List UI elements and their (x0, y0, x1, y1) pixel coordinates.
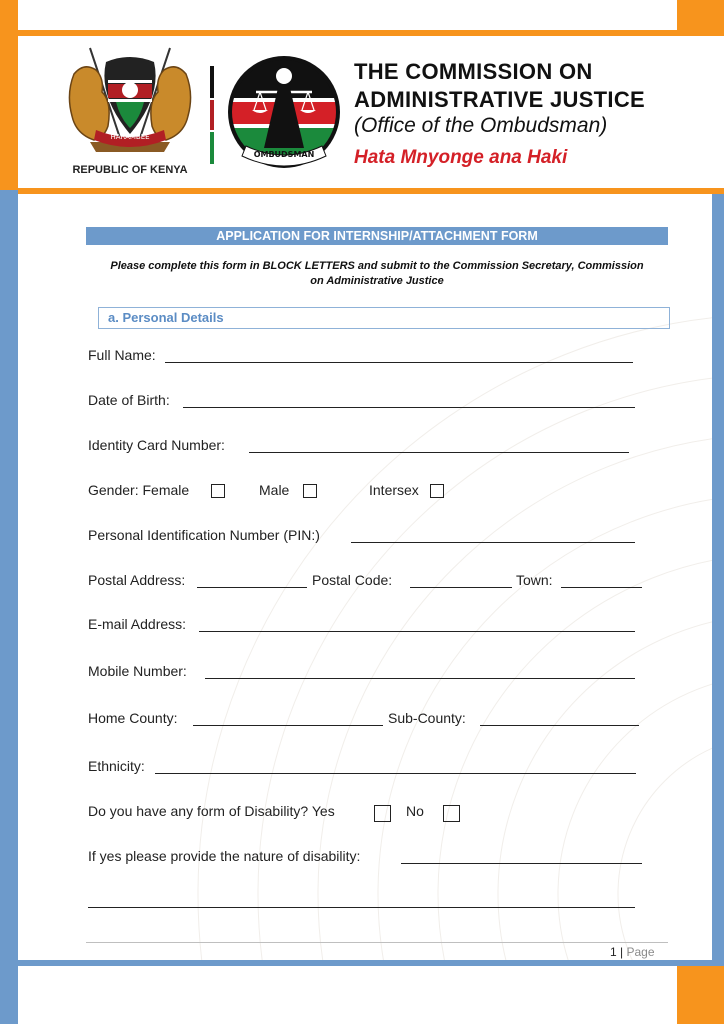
org-subtitle: (Office of the Ombudsman) (354, 114, 608, 137)
frame-blue-left (0, 190, 18, 960)
section-heading-personal-details: a. Personal Details (108, 310, 224, 325)
pin-label: Personal Identification Number (PIN:) (88, 527, 320, 543)
id-number-field[interactable] (249, 452, 629, 453)
gender-female-checkbox[interactable] (211, 484, 225, 498)
mobile-field[interactable] (205, 678, 635, 679)
logo-ribbon-text: OMBUDSMAN (253, 150, 315, 159)
date-of-birth-field[interactable] (183, 407, 635, 408)
date-of-birth-label: Date of Birth: (88, 392, 170, 408)
mobile-label: Mobile Number: (88, 663, 187, 679)
town-label: Town: (516, 572, 553, 588)
sub-county-field[interactable] (480, 725, 639, 726)
town-field[interactable] (561, 587, 642, 588)
postal-address-field[interactable] (197, 587, 307, 588)
logo-ribbon-label (226, 54, 342, 170)
coat-of-arms-motto: HARAMBEE (110, 133, 150, 141)
disability-no-label: No (406, 803, 424, 819)
gender-intersex-label: Intersex (369, 482, 419, 498)
header-separator-green (210, 132, 214, 164)
gender-female-label: Gender: Female (88, 482, 190, 498)
form-title-banner: APPLICATION FOR INTERNSHIP/ATTACHMENT FORM (86, 227, 668, 245)
disability-nature-continuation-field[interactable] (88, 907, 635, 908)
postal-code-field[interactable] (410, 587, 512, 588)
org-motto: Hata Mnyonge ana Haki (354, 147, 568, 168)
frame-blue-bottom-bar (0, 960, 724, 966)
frame-orange-bottom-right (677, 966, 724, 1024)
home-county-label: Home County: (88, 710, 178, 726)
home-county-field[interactable] (193, 725, 383, 726)
frame-orange-top-right (677, 0, 724, 32)
disability-yes-checkbox[interactable] (374, 805, 391, 822)
gender-intersex-checkbox[interactable] (430, 484, 444, 498)
disability-nature-label: If yes please provide the nature of disability: (88, 848, 361, 864)
full-name-label: Full Name: (88, 347, 156, 363)
frame-orange-left (0, 0, 18, 190)
org-title-line2: ADMINISTRATIVE JUSTICE (354, 87, 645, 112)
ethnicity-field[interactable] (155, 773, 636, 774)
frame-orange-top-bar (0, 30, 724, 36)
instructions-line2: on Administrative Justice (310, 275, 444, 287)
org-title (354, 58, 645, 114)
gender-male-label: Male (259, 482, 290, 498)
coat-of-arms-caption: REPUBLIC OF KENYA (72, 164, 188, 176)
email-label: E-mail Address: (88, 616, 187, 632)
disability-nature-field[interactable] (401, 863, 642, 864)
page-number-separator: | (616, 945, 627, 959)
instructions-line1: Please complete this form in BLOCK LETTERS and submit to the Commission Secretary, Commission (110, 260, 644, 272)
form-instructions (86, 259, 668, 289)
email-field[interactable] (199, 631, 635, 632)
postal-code-label: Postal Code: (312, 572, 393, 588)
kenya-coat-of-arms-icon (60, 44, 200, 166)
frame-blue-right (712, 194, 724, 964)
header-separator-black (210, 66, 214, 98)
id-number-label: Identity Card Number: (88, 437, 225, 453)
org-title-line1: THE COMMISSION ON (354, 59, 593, 84)
full-name-field[interactable] (165, 362, 633, 363)
ethnicity-label: Ethnicity: (88, 758, 145, 774)
header-separator-red (210, 100, 214, 130)
sub-county-label: Sub-County: (388, 710, 466, 726)
pin-field[interactable] (351, 542, 635, 543)
page-word: Page (626, 945, 655, 959)
page-number-value: 1 (610, 945, 617, 959)
page-number (610, 945, 655, 959)
postal-address-label: Postal Address: (88, 572, 186, 588)
gender-male-checkbox[interactable] (303, 484, 317, 498)
frame-blue-bottom-left (0, 966, 18, 1024)
disability-no-checkbox[interactable] (443, 805, 460, 822)
disability-question-label: Do you have any form of Disability? Yes (88, 803, 335, 819)
footer-rule (86, 942, 668, 943)
